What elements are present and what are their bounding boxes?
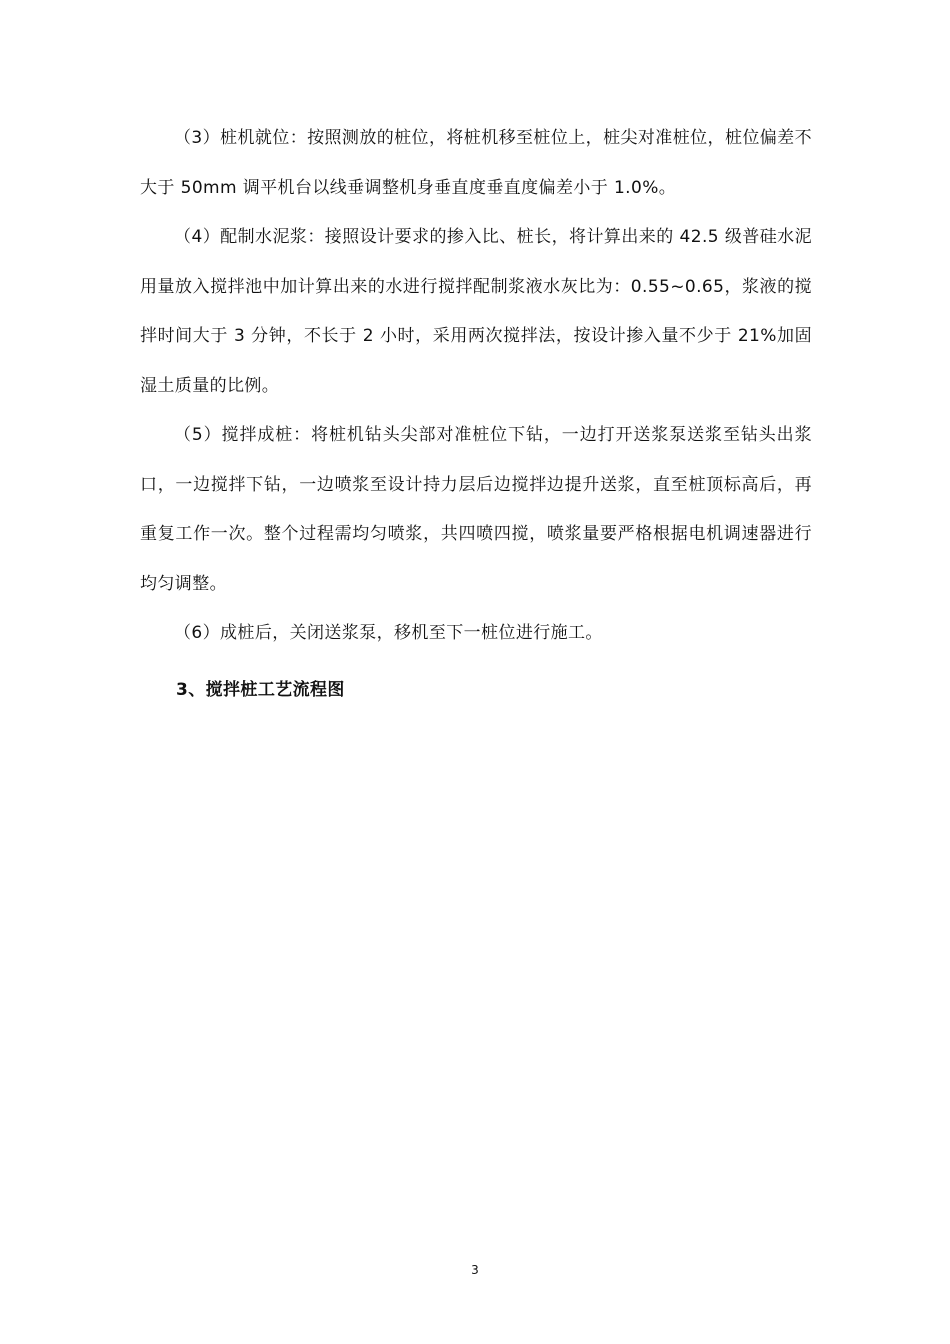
paragraph-step-5: （5）搅拌成桩：将桩机钻头尖部对准桩位下钻，一边打开送浆泵送浆至钻头出浆口，一边搅拌下钻，一边喷浆至设计持力层后边搅拌边提升送浆，直至桩顶标高后，再重复工作一次。整个过程需均匀喷浆，共四喷四搅，喷浆量要严格根据电机调速器进行均匀调整。 <box>140 425 812 594</box>
paragraph-step-4: （4）配制水泥浆：接照设计要求的掺入比、桩长，将计算出来的 42.5 级普硅水泥用量放入搅拌池中加计算出来的水进行搅拌配制浆液水灰比为：0.55~0.65，浆液的搅拌时间大于 3 分钟，不长于 2 小时，采用两次搅拌法，按设计掺入量不少于 21%加固湿土质量的比例。 <box>140 227 812 396</box>
page-number: 3 <box>471 1263 479 1277</box>
body-text <box>140 114 812 659</box>
paragraph-step-6: （6）成桩后，关闭送浆泵，移机至下一桩位进行施工。 <box>174 623 603 643</box>
paragraph-step-3: （3）桩机就位：按照测放的桩位，将桩机移至桩位上，桩尖对准桩位，桩位偏差不大于 50mm 调平机台以线垂调整机身垂直度垂直度偏差小于 1.0%。 <box>140 128 812 198</box>
section-heading: 3、搅拌桩工艺流程图 <box>176 680 345 700</box>
